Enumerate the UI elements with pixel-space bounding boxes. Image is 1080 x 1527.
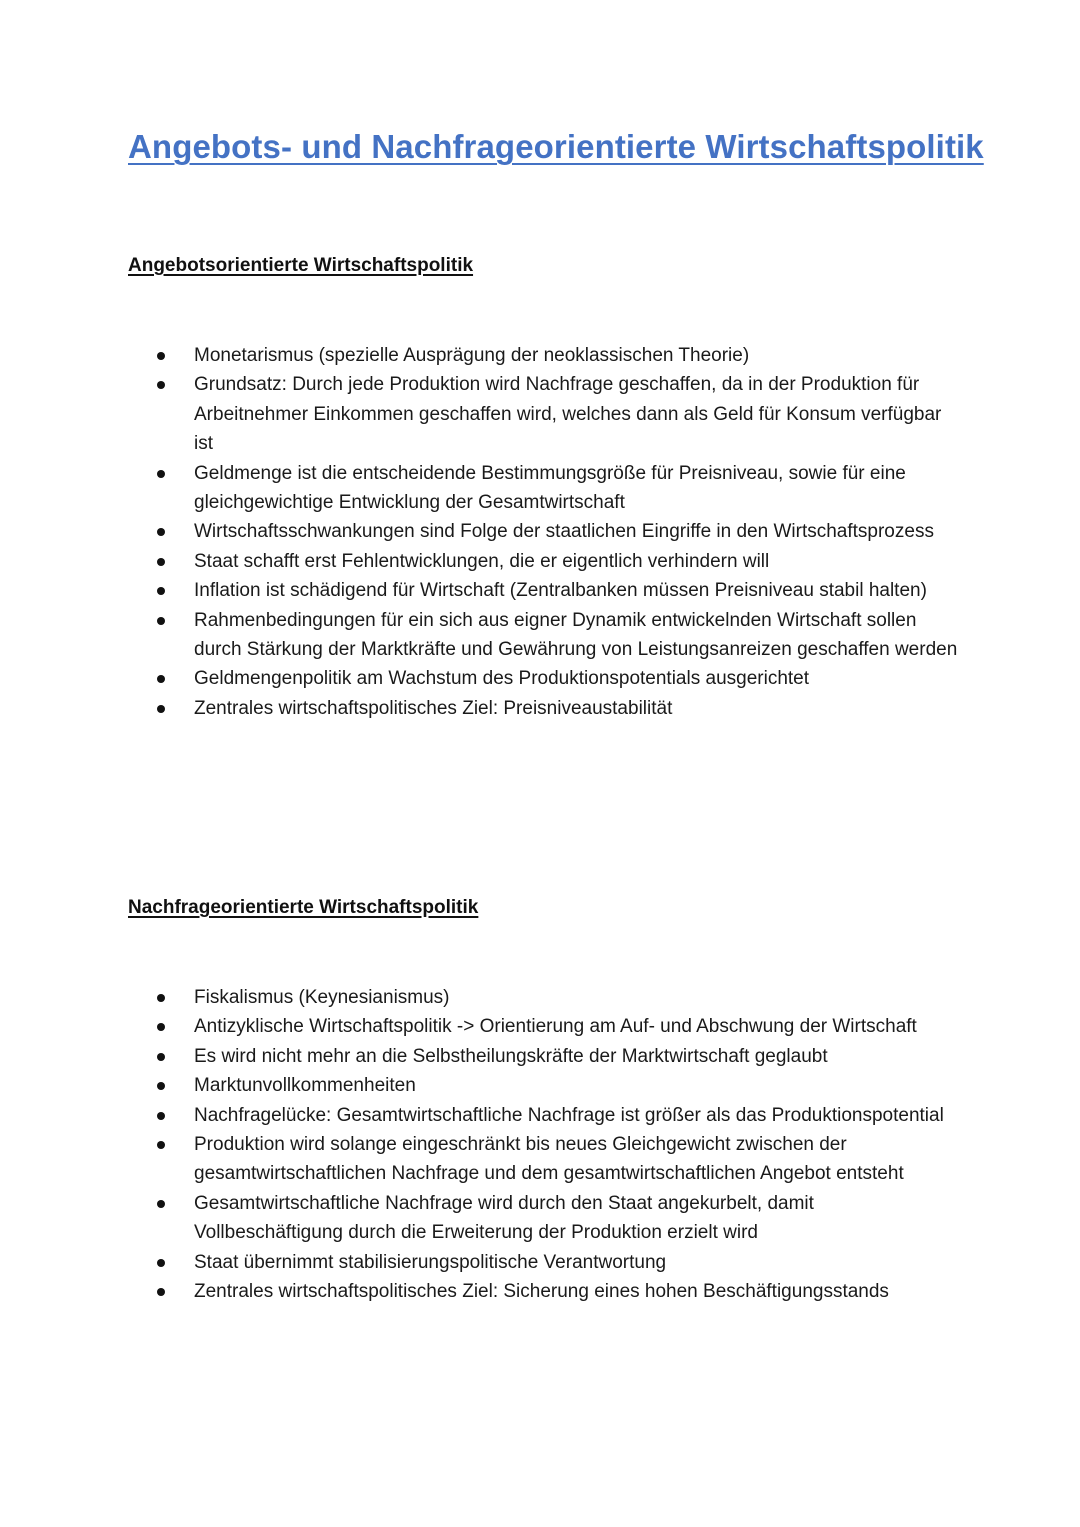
list-item-text: Antizyklische Wirtschaftspolitik -> Orientierung am Auf- und Abschwung der Wirtschaft — [194, 1016, 917, 1038]
bullet-icon — [157, 994, 165, 1002]
list-item-text: Monetarismus (spezielle Ausprägung der neoklassischen Theorie) — [194, 345, 750, 366]
bullet-icon — [157, 1112, 165, 1120]
bullet-icon — [157, 705, 165, 713]
list-item — [128, 1248, 958, 1277]
list-item-text: Staat übernimmt stabilisierungspolitische Verantwortung — [194, 1251, 667, 1273]
list-item — [128, 1277, 958, 1306]
list-item — [128, 1101, 958, 1130]
list-item-text: Produktion wird solange eingeschränkt bis neues Gleichgewicht zwischen der gesamtwirtschaftlichen Nachfrage und dem gesamtwirtschaftlichen Angebot entsteht — [194, 1134, 904, 1185]
document-title: Angebots- und Nachfrageorientierte Wirtschaftspolitik — [128, 128, 984, 165]
list-item — [128, 576, 958, 605]
list-item — [128, 664, 958, 693]
list-item-text: Gesamtwirtschaftliche Nachfrage wird durch den Staat angekurbelt, damit Vollbeschäftigung durch die Erweiterung der Produktion erzielt wird — [194, 1192, 814, 1244]
list-item-text: Marktunvollkommenheiten — [194, 1075, 416, 1097]
bullet-icon — [157, 470, 165, 478]
list-item-text: Rahmenbedingungen für ein sich aus eigner Dynamik entwickelnden Wirtschaft sollen durch Stärkung der Marktkräfte und Gewährung von Leistungsanreizen geschaffen werden — [194, 609, 958, 661]
list-item-text: Inflation ist schädigend für Wirtschaft (Zentralbanken müssen Preisniveau stabil halten) — [194, 580, 927, 602]
bullet-icon — [157, 558, 165, 566]
bullet-icon — [157, 381, 165, 389]
list-item-text: Zentrales wirtschaftspolitisches Ziel: Preisniveaustabilität — [194, 697, 673, 719]
list-item-text: Fiskalismus (Keynesianismus) — [194, 987, 450, 1008]
bullet-icon — [157, 1259, 165, 1267]
list-item — [128, 517, 958, 546]
bullet-icon — [157, 617, 165, 625]
list-item — [128, 606, 958, 665]
bullet-list-demand — [128, 983, 958, 1306]
list-item-text: Geldmenge ist die entscheidende Bestimmungsgröße für Preisniveau, sowie für eine gleichgewichtige Entwicklung der Gesamtwirtschaft — [194, 462, 906, 514]
section-heading-demand: Nachfrageorientierte Wirtschaftspolitik — [128, 897, 479, 918]
list-item — [128, 341, 958, 370]
bullet-icon — [157, 1288, 165, 1296]
list-item — [128, 459, 958, 518]
bullet-icon — [157, 1141, 165, 1149]
bullet-list-supply — [128, 341, 958, 723]
bullet-icon — [157, 352, 165, 360]
list-item — [128, 983, 958, 1012]
section-heading-supply: Angebotsorientierte Wirtschaftspolitik — [128, 255, 474, 276]
list-item-text: Zentrales wirtschaftspolitisches Ziel: Sicherung eines hohen Beschäftigungsstands — [194, 1281, 889, 1303]
list-item — [128, 1189, 958, 1248]
list-item-text: Staat schafft erst Fehlentwicklungen, die er eigentlich verhindern will — [194, 550, 770, 572]
bullet-icon — [157, 1053, 165, 1061]
list-item-text: Es wird nicht mehr an die Selbstheilungskräfte der Marktwirtschaft geglaubt — [194, 1045, 828, 1067]
list-item — [128, 1071, 958, 1100]
list-item — [128, 370, 958, 458]
list-item — [128, 547, 958, 576]
bullet-icon — [157, 1082, 165, 1090]
bullet-icon — [157, 1023, 165, 1031]
list-item — [128, 694, 958, 723]
list-item-text: Nachfragelücke: Gesamtwirtschaftliche Nachfrage ist größer als das Produktionspotential — [194, 1104, 944, 1126]
list-item — [128, 1012, 958, 1041]
list-item-text: Grundsatz: Durch jede Produktion wird Nachfrage geschaffen, da in der Produktion für Arbeitnehmer Einkommen geschaffen wird, welches dann als Geld für Konsum verfügbar ist — [194, 374, 942, 455]
list-item-text: Geldmengenpolitik am Wachstum des Produktionspotentials ausgerichtet — [194, 668, 810, 690]
bullet-icon — [157, 1200, 165, 1208]
bullet-icon — [157, 675, 165, 683]
bullet-icon — [157, 587, 165, 595]
list-item — [128, 1042, 958, 1071]
list-item-text: Wirtschaftsschwankungen sind Folge der staatlichen Eingriffe in den Wirtschaftsprozess — [194, 521, 934, 543]
bullet-icon — [157, 528, 165, 536]
list-item — [128, 1130, 958, 1189]
